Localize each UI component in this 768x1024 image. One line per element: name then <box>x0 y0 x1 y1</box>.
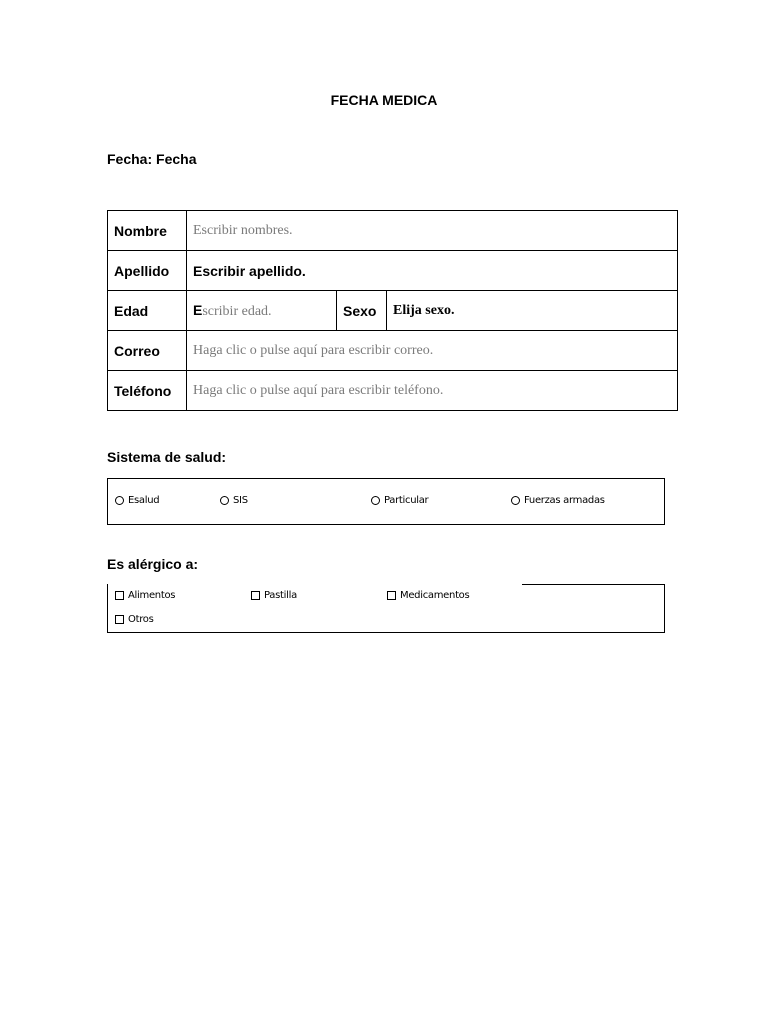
date-line <box>107 151 196 167</box>
allergies-heading: Es alérgico a: <box>107 556 199 572</box>
allergy-option-label: Medicamentos <box>400 590 470 601</box>
checkbox-icon[interactable] <box>115 615 124 624</box>
allergy-option-label: Pastilla <box>264 590 297 601</box>
telefono-label: Teléfono <box>108 371 187 411</box>
radio-icon[interactable] <box>371 496 380 505</box>
correo-label: Correo <box>108 331 187 371</box>
date-field[interactable]: Fecha <box>156 151 197 167</box>
allergy-option-pastilla[interactable] <box>251 590 297 601</box>
checkbox-icon[interactable] <box>115 591 124 600</box>
health-system-heading: Sistema de salud: <box>107 449 227 465</box>
row-edad-sexo <box>108 291 678 331</box>
nombre-label: Nombre <box>108 211 187 251</box>
row-telefono <box>108 371 678 411</box>
allergy-option-medicamentos[interactable] <box>387 590 469 601</box>
page-title: FECHA MEDICA <box>330 92 438 108</box>
row-correo <box>108 331 678 371</box>
checkbox-icon[interactable] <box>251 591 260 600</box>
nombre-field[interactable]: Escribir nombres. <box>187 211 678 251</box>
sexo-field[interactable]: Elija sexo. <box>387 291 678 331</box>
correo-field[interactable]: Haga clic o pulse aquí para escribir correo. <box>187 331 678 371</box>
health-option-label: SIS <box>233 495 248 506</box>
health-option-esalud[interactable] <box>115 495 159 506</box>
health-option-label: Fuerzas armadas <box>524 495 605 506</box>
health-option-label: Esalud <box>128 495 160 506</box>
allergy-option-label: Otros <box>128 614 154 625</box>
row-apellido <box>108 251 678 291</box>
apellido-field[interactable]: Escribir apellido. <box>187 251 678 291</box>
allergy-option-alimentos[interactable] <box>115 590 175 601</box>
row-nombre <box>108 211 678 251</box>
checkbox-icon[interactable] <box>387 591 396 600</box>
edad-label: Edad <box>108 291 187 331</box>
allergies-box-gap <box>108 583 522 586</box>
radio-icon[interactable] <box>511 496 520 505</box>
allergy-option-label: Alimentos <box>128 590 176 601</box>
radio-icon[interactable] <box>115 496 124 505</box>
patient-info-table <box>107 210 678 411</box>
health-option-fuerzas-armadas[interactable] <box>511 495 605 506</box>
allergy-option-otros[interactable] <box>115 614 154 625</box>
health-option-particular[interactable] <box>371 495 428 506</box>
sexo-label: Sexo <box>337 291 387 331</box>
edad-field-first-letter: E <box>193 301 203 318</box>
edad-field-placeholder: scribir edad. <box>202 303 272 319</box>
allergies-box <box>107 584 665 633</box>
date-label: Fecha: <box>107 151 153 167</box>
health-option-sis[interactable] <box>220 495 248 506</box>
edad-field[interactable] <box>187 291 337 331</box>
telefono-field[interactable]: Haga clic o pulse aquí para escribir teléfono. <box>187 371 678 411</box>
health-option-label: Particular <box>384 495 429 506</box>
apellido-label: Apellido <box>108 251 187 291</box>
radio-icon[interactable] <box>220 496 229 505</box>
